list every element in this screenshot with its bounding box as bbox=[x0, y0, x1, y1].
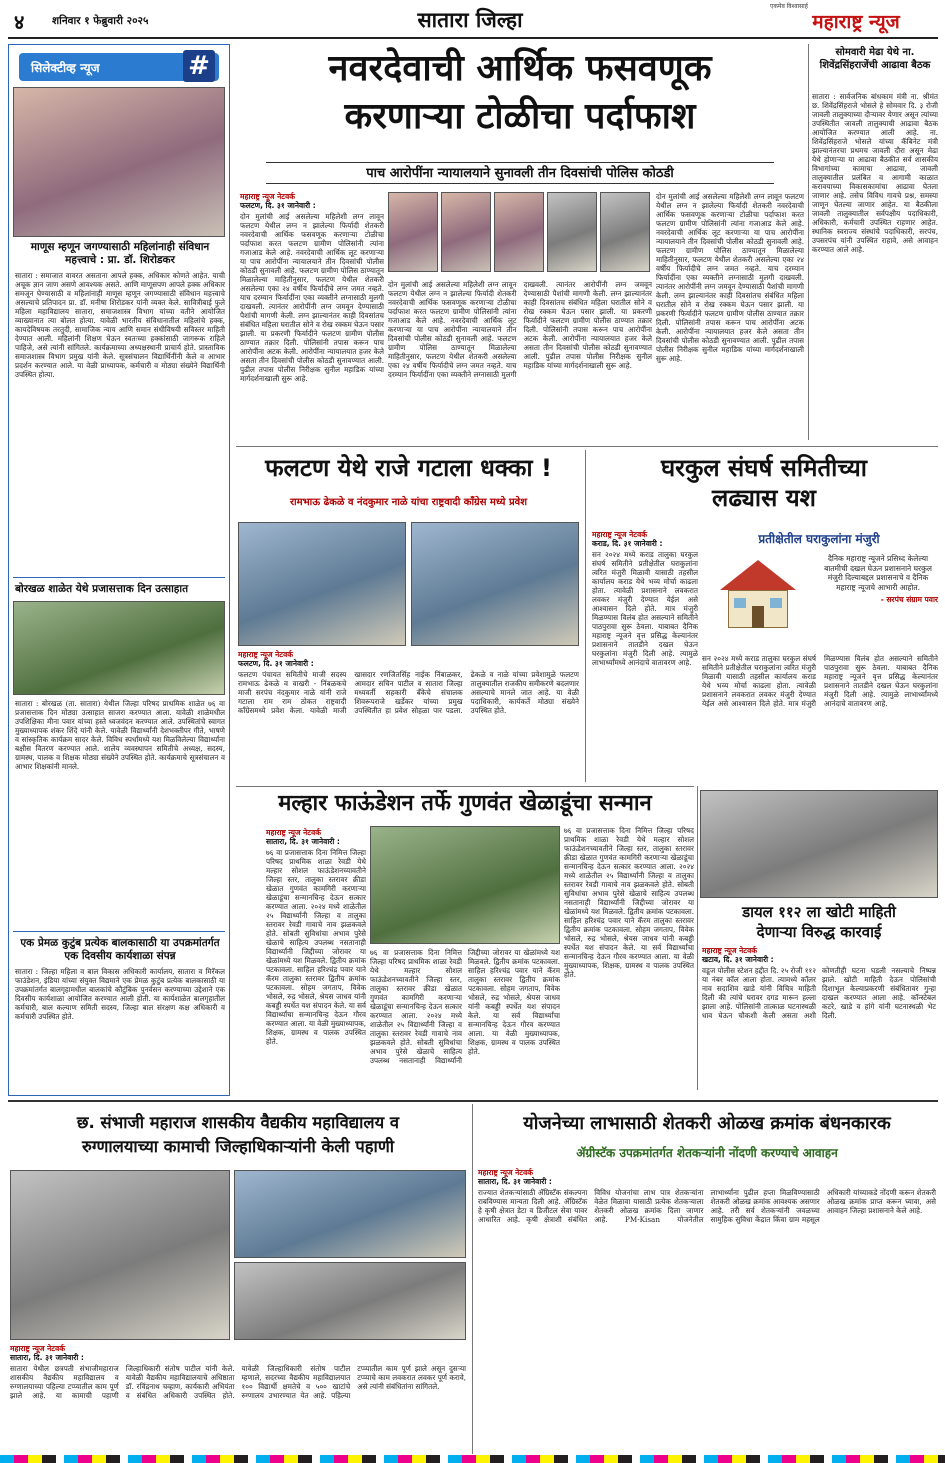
phaltan-subhead: रामभाऊ ढेकळे व नंदकुमार नाळे यांचा राष्ट्रवादी काँग्रेस मध्ये प्रवेश bbox=[289, 497, 528, 508]
farmer-body: राज्यात शेतकऱ्यांसाठी ॲग्रिस्टॅक संकल्पना राबविण्यास मान्यता दिली आहे. ॲग्रिस्टॅक हे कृषी क्षेत्रात डेटा व डिजीटल सेवा यावर आधारित आहे. कृषी क्षेत्राशी संबंधित विविध योजनांचा लाभ पात्र शेतकऱ्यांना वेळेत मिळावा यासाठी प्रत्येक शेतकऱ्याला शेतकरी ओळख क्रमांक दिला जाणार आहे. PM-Kisan योजनेतील लाभार्थ्यांना पुढील हप्ता मिळविण्यासाठी शेतकरी ओळख क्रमांक आवश्यक असणार आहे. तरी सर्व शेतकऱ्यांनी जवळच्या सामुहिक सुविधा केंद्रात किंवा ग्राम महसूल अधिकारी यांच्याकडे नोंदणी करून शेतकरी ओळख क्रमांक प्राप्त करून घ्यावा, असे आवाहन जिल्हा प्रशासनाने केले आहे. bbox=[478, 1188, 936, 1224]
college-headline-line2: रुग्णालयाच्या कामाची जिल्हाधिकाऱ्यांनी केली पहाणी bbox=[81, 1137, 395, 1156]
malhar-dateline: सातारा, दि. ३१ जानेवारी : bbox=[266, 837, 340, 846]
gharkul-headline-line2: लढ्यास यश bbox=[712, 484, 816, 512]
malhar-byline: महाराष्ट्र न्यूज नेटवर्क bbox=[266, 828, 322, 837]
gharkul-quote-box bbox=[818, 554, 938, 650]
article-title-borkhal: बोरखळ शाळेत येथे प्रजासत्ताक दिन उत्साहात bbox=[15, 583, 189, 595]
accused-photos bbox=[388, 192, 652, 274]
lead-dateline: फलटण, दि. ३१ जानेवारी : bbox=[240, 201, 316, 210]
dial112-byline: महाराष्ट्र न्यूज नेटवर्क bbox=[702, 946, 758, 955]
article-body-family: सातारा : जिल्हा महिला व बाल विकास अधिकारी कार्यालय, सातारा व मिरॅकल फाउंडेशन, इंडिया यांच्या संयुक्त विद्यमाने एक प्रेमळ कुटुंब प्रत्येक बालकासाठी या उपक्रमांतर्गत बालगृहामधील बालकांचे कौटुंबिक पुनर्वसन करण्याच्या उद्देशाने एक दिवसीय कार्यशाळा आयोजित करण्यात आली होती. या कार्यशाळेत बालगृहातील कर्मचारी, बाल कल्याण समिती सदस्य, जिल्हा बाल संरक्षण कक्ष अधिकारी व कर्मचारी उपस्थित होते. bbox=[15, 967, 225, 1021]
lead-body-b: दोन मुलांची आई असलेल्या महिलेशी लग्न लावून फलटण येथील लग्न न झालेल्या फिर्यादी शेतकरी नवरदेवाची आर्थिक फसवणूक करणाऱ्या टोळीचा पर्दाफाश करत फलटण ग्रामीण पोलिसांनी त्यांना गजाआड केले आहे. नवरदेवाची आर्थिक लूट करणाऱ्या या पाच आरोपींना न्यायालयाने तीन दिवसांची पोलीस कोठडी सुनावली आहे. फलटण ग्रामीण पोलिस ठाण्यातून मिळालेल्या माहितीनुसार, फलटण येथील शेतकरी असलेल्या एका २४ वर्षीय फिर्यादीचे लग्न जमत नव्हते. याच दरम्यान फिर्यादींना एका व्यक्तीने लग्नासाठी मुलगी दाखवली. त्यानंतर आरोपींनी लग्न जमवून देण्यासाठी पैशांची मागणी केली. लग्न झाल्यानंतर काही दिवसांतच संबंधित महिला घरातील सोने व रोख रक्कम घेऊन पसार झाली. या प्रकरणी फिर्यादीने फलटण ग्रामीण पोलीस ठाण्यात तक्रार दिली. पोलिसांनी तपास करून पाच आरोपींना अटक केली. आरोपींना न्यायालयात हजर केले असता तीन दिवसांची पोलीस कोठडी सुनावण्यात आली. पुढील तपास पोलीस निरीक्षक सुनील महाडिक यांच्या मार्गदर्शनाखाली सुरू आहे. bbox=[388, 280, 652, 379]
malhar-body-c: ७६ वा प्रजासत्ताक दिना निमित्त जिल्हा परिषद प्राथमिक शाळा रेवडी येथे मल्हार सोशल फाऊंडेशनच्यावतीने जिल्हा स्तर, तालुका स्तरावर क्रीडा खेळात गुणवंत कामगिरी करणाऱ्या खेळाडूंचा सन्मानचिन्ह देऊन सत्कार करण्यात आला. २०२४ मध्ये शाळेतील २५ विद्यार्थ्यांनी जिल्हा व तालुका स्तरावर रेवडी गावाचे नाव झळकवले होते. सोबती सुविधांचा अभाव पुरेसे खेळाचे साहित्य उपलब्ध नसतानाही विद्यार्थ्यांनी जिद्दीच्या जोरावर या खेळांमध्ये यश मिळवले. द्वितीय क्रमांक पटकावला. साहिल हरिश्चंद्र पवार याने कॅरम तालुका स्तरावर द्वितीय क्रमांक पटकावला. सोहम जगताप, विवेक भोसले, रुद्र भोसले, श्रेयस जाधव यांनी कबड्डी स्पर्धेत यश संपादन केले. या सर्व विद्यार्थ्यांचा सन्मानचिन्ह देऊन गौरव करण्यात आला. या वेळी मुख्याध्यापक, शिक्षक, ग्रामस्थ व पालक उपस्थित होते. bbox=[564, 826, 694, 979]
selective-banner bbox=[19, 53, 219, 81]
farmer-byline: महाराष्ट्र न्यूज नेटवर्क bbox=[478, 1168, 534, 1177]
farmer-dateline: सातारा, दि. ३१ जानेवारी : bbox=[478, 1177, 552, 1186]
phaltan-body: फलटण पंचायत समितीचे माजी सदस्य रामभाऊ ढेकळे व वाखरी - निंबळकचे माजी सरपंच नंदकुमार नाळे यांनी राजे गटाला राम राम ठोकत राष्ट्रवादी काँग्रेसमध्ये प्रवेश केला. यावेळी माजी खासदार रणजितसिंह नाईक निंबाळकर, आमदार सचिन पाटील व सातारा जिल्हा मध्यवर्ती सहकारी बँकेचे संचालक शिवरूपराजे खर्डेकर यांच्या प्रमुख उपस्थितीत हा प्रवेश सोहळा पार पडला. ढेकळे व नाळे यांच्या प्रवेशामुळे फलटण तालुक्यातील राजकीय समीकरणे बदलणार असल्याचे मानले जात आहे. या वेळी पदाधिकारी, कार्यकर्ते मोठ्या संख्येने उपस्थित होते. bbox=[238, 670, 579, 715]
induction-photo bbox=[238, 522, 406, 646]
school-photo bbox=[13, 601, 225, 695]
college-headline-line1: छ. संभाजी महाराज शासकीय वैद्यकीय महाविद्यालय व bbox=[76, 1113, 400, 1132]
meeting-body: सातारा : सार्वजनिक बांधकाम मंत्री ना. श्रीमंत छ. शिवेंद्रसिंहराजे भोसले हे सोमवार दि. ३ रोजी जावली तालुक्याच्या दौऱ्यावर येणार असून त्यांच्या उपस्थितीत जावली तालुक्याची आढावा बैठक आयोजित करण्यात आली आहे. ना. शिवेंद्रसिंहराजे भोसले यांच्या कॅबिनेट मंत्री झाल्यानंतरचा प्रथमच जावली दौरा असून मेढा येथे होणाऱ्या या आढावा बैठकीत सर्व शासकीय विभागांच्या कामाचा आढावा, जावली तालुक्यातील प्रलंबित व आगामी काळात करावयाच्या विकासकामांचा आढावा घेतला जाणार आहे. तसेच विविध गावचे प्रश्न, समस्या जाणून घेतल्या जाणार आहेत. या बैठकीला जावली तालुक्यातील सर्वपक्षीय पदाधिकारी, अधिकारी, कर्मचारी उपस्थित राहणार आहेत. स्थानिक स्वराज्य संस्थांचे पदाधिकारी, सरपंच, उपसरपंच यांनी उपस्थित राहावे, असे आवाहन करण्यात आले आहे. bbox=[812, 92, 938, 254]
phaltan-headline: फलटण येथे राजे गटाला धक्का ! bbox=[265, 454, 552, 482]
paper-tagline: एकमेव विश्वासार्ह bbox=[770, 3, 808, 10]
malhar-body-a: ७६ वा प्रजासत्ताक दिना निमित्त जिल्हा परिषद प्राथमिक शाळा रेवडी येथे मल्हार सोशल फाऊंडेशनच्यावतीने जिल्हा स्तर, तालुका स्तरावर क्रीडा खेळात गुणवंत कामगिरी करणाऱ्या खेळाडूंचा सन्मानचिन्ह देऊन सत्कार करण्यात आला. २०२४ मध्ये शाळेतील २५ विद्यार्थ्यांनी जिल्हा व तालुका स्तरावर रेवडी गावाचे नाव झळकवले होते. सोबती सुविधांचा अभाव पुरेसे खेळाचे साहित्य उपलब्ध नसतानाही विद्यार्थ्यांनी जिद्दीच्या जोरावर या खेळांमध्ये यश मिळवले. द्वितीय क्रमांक पटकावला. साहिल हरिश्चंद्र पवार याने कॅरम तालुका स्तरावर द्वितीय क्रमांक पटकावला. सोहम जगताप, विवेक भोसले, रुद्र भोसले, श्रेयस जाधव यांनी कबड्डी स्पर्धेत यश संपादन केले. या सर्व विद्यार्थ्यांचा सन्मानचिन्ह देऊन गौरव करण्यात आला. या वेळी मुख्याध्यापक, शिक्षक, ग्रामस्थ व पालक उपस्थित होते. bbox=[266, 848, 366, 1046]
meeting-brief bbox=[812, 44, 938, 440]
gharkul-story bbox=[590, 450, 938, 782]
college-byline: महाराष्ट्र न्यूज नेटवर्क bbox=[10, 1344, 66, 1353]
malhar-story bbox=[236, 790, 694, 1090]
dial112-dateline: खटाव, दि. ३१ जानेवारी : bbox=[702, 955, 774, 964]
page-number: ४ bbox=[14, 10, 25, 34]
divider bbox=[472, 1104, 473, 1454]
article-body-constitution: सातारा : समाजात वावरत असताना आपले हक्क, अधिकार कोणते आहेत. याची अचूक ज्ञान जाण असणे आवश्यक असते. आणि माणूसपण आपले हक्क अधिकार समजून घेण्यासाठी व महिलांनाही माणूस म्हणून जगण्यासाठी संविधान महत्त्वाचे असल्याचे प्रतिपादन प्रा. डॉ. मनीषा शिरोडकर यांनी व्यक्त केले. सावित्रीबाई फुले महिला महाविद्यालय सातारा, समाजशास्त्र विभाग यांच्या वतीने आयोजित व्याख्यानात त्या बोलत होत्या. यावेळी भारतीय संविधानातील महिलांचे हक्क, कायदेविषयक तरतुदी, सामाजिक न्याय आणि समान संधीविषयी सविस्तर माहिती देण्यात आली. महिलांनी शिक्षण घेऊन स्वतःच्या हक्कांसाठी जागरूक राहिले पाहिजे, असे त्यांनी सांगितले. कार्यक्रमाच्या अध्यक्षस्थानी प्राचार्य होते. प्रास्ताविक समाजशास्त्र विभाग प्रमुख यांनी केले. सूत्रसंचालन विद्यार्थिनींनी केले व आभार प्रदर्शन करण्यात आले. या वेळी प्राध्यापक, कर्मचारी व मोठ्या संख्येने विद्यार्थिनी उपस्थित होत्या. bbox=[15, 271, 225, 379]
divider bbox=[13, 577, 225, 578]
phaltan-byline: महाराष्ट्र न्यूज नेटवर्क bbox=[238, 650, 294, 659]
seminar-photo bbox=[13, 87, 225, 237]
article-title-family: एक प्रेमळ कुटुंब प्रत्येक बालकासाठी या उपक्रमांतर्गत एक दिवसीय कार्यशाळा संपन्न bbox=[20, 937, 220, 962]
felicitation-photo bbox=[370, 826, 560, 944]
lead-headline-line2: करणाऱ्या टोळीचा पर्दाफाश bbox=[344, 96, 696, 137]
farmer-story bbox=[476, 1104, 938, 1454]
color-registration-strip bbox=[0, 1455, 945, 1463]
dial112-headline-line1: डायल ११२ ला खोटी माहिती bbox=[742, 903, 896, 921]
gharkul-subhead: प्रतीक्षेतील घराकुलांना मंजुरी bbox=[758, 532, 880, 546]
gharkul-quote: दैनिक महाराष्ट्र न्यूजने प्रसिध्द केलेल्या बातमीची दखल घेऊन प्रशासनाने घरकुल मंजुरी दिल्याबद्दल प्रशासनाचे व दैनिक महाराष्ट्र न्यूजचे आभारी आहोत. bbox=[824, 554, 932, 592]
lead-subhead: पाच आरोपींना न्यायालयाने सुनावली तीन दिवसांची पोलिस कोठडी bbox=[266, 162, 774, 184]
induction-photo bbox=[411, 522, 579, 646]
phaltan-dateline: फलटण, दि. ३१ जानेवारी : bbox=[238, 659, 314, 668]
gharkul-quote-author: - सरपंच संग्राम पवार bbox=[880, 595, 938, 604]
inspection-photo bbox=[10, 1170, 230, 1340]
divider bbox=[808, 44, 809, 440]
gharkul-body-b: सन २०२४ मध्ये कराड तालुका घरकुल संघर्ष समितीने प्रतीक्षेतील घराकुलांना त्वरित मंजुरी मिळावी यासाठी तहसील कार्यालय कराड येथे भव्य मोर्चा काढला होता. त्यावेळी प्रशासनाने लवकरात लवकर मंजुरी देण्यात येईल असे आश्वासन दिले होते. मात्र मंजुरी मिळण्यास विलंब होत असल्याने समितीने पाठपुरावा सुरू ठेवला. याबाबत दैनिक महाराष्ट्र न्यूजने वृत्त प्रसिद्ध केल्यानंतर प्रशासनाने तातडीने दखल घेऊन घरकुलांना मंजुरी दिली आहे. त्यामुळे लाभार्थ्यांमध्ये आनंदाचे वातावरण आहे. bbox=[702, 654, 938, 708]
dial112-headline-line2: देणाऱ्या विरुद्ध कारवाई bbox=[756, 923, 882, 941]
divider bbox=[13, 931, 225, 932]
divider bbox=[697, 786, 698, 1090]
article-body-borkhal: सातारा : बोरखळ (ता. सातारा) येथील जिल्हा परिषद प्राथमिक शाळेत ७६ वा प्रजासत्ताक दिन मोठ्या उत्साहात साजरा करण्यात आला. यावेळी शाळेमधील उपशिक्षिका मीना पवार यांच्या हस्ते ध्वजवंदन करण्यात आले. उपस्थितांचे स्वागत मुख्याध्यापक शंकर शिंदे यांनी केले. यावेळी विद्यार्थ्यांनी देशभक्तीपर गीते, भाषणे व सांस्कृतिक कार्यक्रम सादर केले. विविध स्पर्धांमध्ये यश मिळविलेल्या विद्यार्थ्यांना बक्षीस वितरण करण्यात आले. शालेय व्यवस्थापन समितीचे अध्यक्ष, सदस्य, ग्रामस्थ, पालक व शिक्षक मोठ्या संख्येने उपस्थित होते. कार्यक्रमाचे सूत्रसंचालन व आभार शिक्षकांनी मानले. bbox=[15, 699, 225, 771]
college-dateline: सातारा, दि. ३१ जानेवारी : bbox=[10, 1353, 84, 1362]
officials-photo bbox=[234, 1262, 466, 1340]
farmer-headline: योजनेच्या लाभासाठी शेतकरी ओळख क्रमांक बंधनकारक bbox=[523, 1113, 891, 1134]
divider bbox=[585, 450, 586, 782]
farmer-subhead: ॲग्रीस्टॅक उपक्रमांतर्गत शेतकऱ्यांनी नोंदणी करण्याचे आवाहन bbox=[576, 1146, 838, 1160]
divider bbox=[8, 1100, 938, 1102]
gharkul-headline-line1: घरकुल संघर्ष समितीच्या bbox=[660, 454, 868, 482]
hash-icon: # bbox=[183, 50, 215, 82]
college-body: सातारा येथील छत्रपती संभाजीमहाराज शासकीय वैद्यकीय महाविद्यालय व रुग्णालयाच्या पहिल्या टप्प्यातील काम पूर्ण झाले आहे. या कामाची पहाणी जिल्हाधिकारी संतोष पाटील यांनी केले. यावेळी वैद्यकीय महाविद्यालयाचे अधिष्ठाता डॉ. रविंद्रनाथ चव्हाण, कार्यकारी अभियंता व संबंधित अधिकारी उपस्थित होते. यावेळी जिल्हाधिकारी संतोष पाटील म्हणाले, सदरच्या वैद्यकीय महाविद्यालयात १०० विद्यार्थी क्षमतेचे व ५०० खाटांचे रुग्णालय उभारण्यात येत आहे. पहिल्या टप्प्यातील काम पूर्ण झाले असून दुसऱ्या टप्प्याचे काम लवकरात लवकर पूर्ण करावे, असे त्यांनी संबंधितांना सांगितले. bbox=[10, 1364, 466, 1400]
divider bbox=[236, 446, 938, 447]
lead-byline: महाराष्ट्र न्यूज नेटवर्क bbox=[240, 192, 296, 201]
building-photo bbox=[234, 1170, 466, 1258]
lead-body-c: दोन मुलांची आई असलेल्या महिलेशी लग्न लावून फलटण येथील लग्न न झालेल्या फिर्यादी शेतकरी नवरदेवाची आर्थिक फसवणूक करणाऱ्या टोळीचा पर्दाफाश करत फलटण ग्रामीण पोलिसांनी त्यांना गजाआड केले आहे. नवरदेवाची आर्थिक लूट करणाऱ्या या पाच आरोपींना न्यायालयाने तीन दिवसांची पोलीस कोठडी सुनावली आहे. फलटण ग्रामीण पोलिस ठाण्यातून मिळालेल्या माहितीनुसार, फलटण येथील शेतकरी असलेल्या एका २४ वर्षीय फिर्यादीचे लग्न जमत नव्हते. याच दरम्यान फिर्यादींना एका व्यक्तीने लग्नासाठी मुलगी दाखवली. त्यानंतर आरोपींनी लग्न जमवून देण्यासाठी पैशांची मागणी केली. लग्न झाल्यानंतर काही दिवसांतच संबंधित महिला घरातील सोने व रोख रक्कम घेऊन पसार झाली. या प्रकरणी फिर्यादीने फलटण ग्रामीण पोलीस ठाण्यात तक्रार दिली. पोलिसांनी तपास करून पाच आरोपींना अटक केली. आरोपींना न्यायालयात हजर केले असता तीन दिवसांची पोलीस कोठडी सुनावण्यात आली. पुढील तपास पोलीस निरीक्षक सुनील महाडिक यांच्या मार्गदर्शनाखाली सुरू आहे. bbox=[656, 192, 804, 363]
dial112-body: वडूज पोलीस स्टेशन हद्दीत दि. २५ रोजी ११२ या नंबर कॉल आला होता. त्यामध्ये कॉलर नाव सदाशिव खाडे यांनी विचित्र माहिती दिली की त्यांचे घरावर दगड मारून हल्ला झाला आहे. पोलिसांनी तात्काळ घटनास्थळी धाव घेऊन चौकशी केली असता अशी कोणतीही घटना घडली नसल्याचे निष्पन्न झाले. खोटी माहिती देऊन पोलिसांची दिशाभूल केल्याप्रकरणी संबंधितावर गुन्हा दाखल करण्यात आला आहे. कॉन्स्टेबल कटरे, खाडे व हांगे यांनी घटनास्थळी भेट दिली. bbox=[702, 966, 936, 1020]
malhar-body-b: ७६ वा प्रजासत्ताक दिना निमित्त जिल्हा परिषद प्राथमिक शाळा रेवडी येथे मल्हार सोशल फाऊंडेशनच्यावतीने जिल्हा स्तर, तालुका स्तरावर क्रीडा खेळात गुणवंत कामगिरी करणाऱ्या खेळाडूंचा सन्मानचिन्ह देऊन सत्कार करण्यात आला. २०२४ मध्ये शाळेतील २५ विद्यार्थ्यांनी जिल्हा व तालुका स्तरावर रेवडी गावाचे नाव झळकवले होते. सोबती सुविधांचा अभाव पुरेसे खेळाचे साहित्य उपलब्ध नसतानाही विद्यार्थ्यांनी जिद्दीच्या जोरावर या खेळांमध्ये यश मिळवले. द्वितीय क्रमांक पटकावला. साहिल हरिश्चंद्र पवार याने कॅरम तालुका स्तरावर द्वितीय क्रमांक पटकावला. सोहम जगताप, विवेक भोसले, रुद्र भोसले, श्रेयस जाधव यांनी कबड्डी स्पर्धेत यश संपादन केले. या सर्व विद्यार्थ्यांचा सन्मानचिन्ह देऊन गौरव करण्यात आला. या वेळी मुख्याध्यापक, शिक्षक, ग्रामस्थ व पालक उपस्थित होते. bbox=[370, 948, 560, 1065]
accused-photo bbox=[494, 192, 544, 272]
divider bbox=[236, 786, 694, 787]
header-rule bbox=[8, 37, 938, 39]
issue-date: शनिवार १ फेब्रुवारी २०२५ bbox=[52, 15, 149, 27]
phaltan-story bbox=[236, 450, 581, 782]
article-title-constitution: माणूस म्हणून जगण्यासाठी महिलांनाही संविधान महत्त्वाचे : प्रा. डॉ. शिरोडकर bbox=[30, 241, 210, 266]
gharkul-byline: महाराष्ट्र न्यूज नेटवर्क bbox=[592, 530, 648, 539]
accused-photo bbox=[388, 192, 438, 272]
gharkul-dateline: कराड, दि. ३१ जानेवारी : bbox=[592, 539, 663, 548]
lead-body-a: दोन मुलांची आई असलेल्या महिलेशी लग्न लावून फलटण येथील लग्न न झालेल्या फिर्यादी शेतकरी नवरदेवाची आर्थिक फसवणूक करणाऱ्या टोळीचा पर्दाफाश करत फलटण ग्रामीण पोलिसांनी त्यांना गजाआड केले आहे. नवरदेवाची आर्थिक लूट करणाऱ्या या पाच आरोपींना न्यायालयाने तीन दिवसांची पोलीस कोठडी सुनावली आहे. फलटण ग्रामीण पोलिस ठाण्यातून मिळालेल्या माहितीनुसार, फलटण येथील शेतकरी असलेल्या एका २४ वर्षीय फिर्यादीचे लग्न जमत नव्हते. याच दरम्यान फिर्यादींना एका व्यक्तीने लग्नासाठी मुलगी दाखवली. त्यानंतर आरोपींनी लग्न जमवून देण्यासाठी पैशांची मागणी केली. लग्न झाल्यानंतर काही दिवसांतच संबंधित महिला घरातील सोने व रोख रक्कम घेऊन पसार झाली. या प्रकरणी फिर्यादीने फलटण ग्रामीण पोलीस ठाण्यात तक्रार दिली. पोलिसांनी तपास करून पाच आरोपींना अटक केली. आरोपींना न्यायालयात हजर केले असता तीन दिवसांची पोलीस कोठडी सुनावण्यात आली. पुढील तपास पोलीस निरीक्षक सुनील महाडिक यांच्या मार्गदर्शनाखाली सुरू आहे. bbox=[240, 212, 384, 383]
page-header bbox=[0, 0, 945, 38]
meeting-title: सोमवारी मेढा येथे ना. शिवेंद्रसिंहराजेंची आढावा बैठक bbox=[819, 47, 931, 71]
accused-photo bbox=[441, 192, 491, 272]
selective-banner-label: सिलेक्टीव्ह न्यूज bbox=[31, 61, 100, 75]
police-photo bbox=[700, 790, 938, 898]
paper-logo: महाराष्ट्र न्यूज bbox=[812, 11, 900, 33]
accused-photo bbox=[547, 192, 597, 272]
section-title: सातारा जिल्हा bbox=[417, 8, 523, 32]
house-illustration bbox=[702, 554, 814, 638]
gharkul-body-a: सन २०२४ मध्ये कराड तालुका घरकुल संघर्ष समितीने प्रतीक्षेतील घराकुलांना त्वरित मंजुरी मिळावी यासाठी तहसील कार्यालय कराड येथे भव्य मोर्चा काढला होता. त्यावेळी प्रशासनाने लवकरात लवकर मंजुरी देण्यात येईल असे आश्वासन दिले होते. मात्र मंजुरी मिळण्यास विलंब होत असल्याने समितीने पाठपुरावा सुरू ठेवला. याबाबत दैनिक महाराष्ट्र न्यूजने वृत्त प्रसिद्ध केल्यानंतर प्रशासनाने तातडीने दखल घेऊन घरकुलांना मंजुरी दिली आहे. त्यामुळे लाभार्थ्यांमध्ये आनंदाचे वातावरण आहे. bbox=[592, 550, 698, 667]
dial112-story bbox=[700, 786, 938, 1090]
college-story bbox=[8, 1104, 468, 1454]
malhar-headline: मल्हार फाऊंडेशन तर्फे गुणवंत खेळाडूंचा सन्मान bbox=[278, 791, 652, 816]
accused-photo bbox=[600, 192, 650, 272]
lead-story bbox=[236, 44, 804, 444]
lead-headline-line1: नवरदेवाची आर्थिक फसवणूक bbox=[328, 48, 712, 89]
selective-news-column bbox=[8, 44, 230, 1096]
